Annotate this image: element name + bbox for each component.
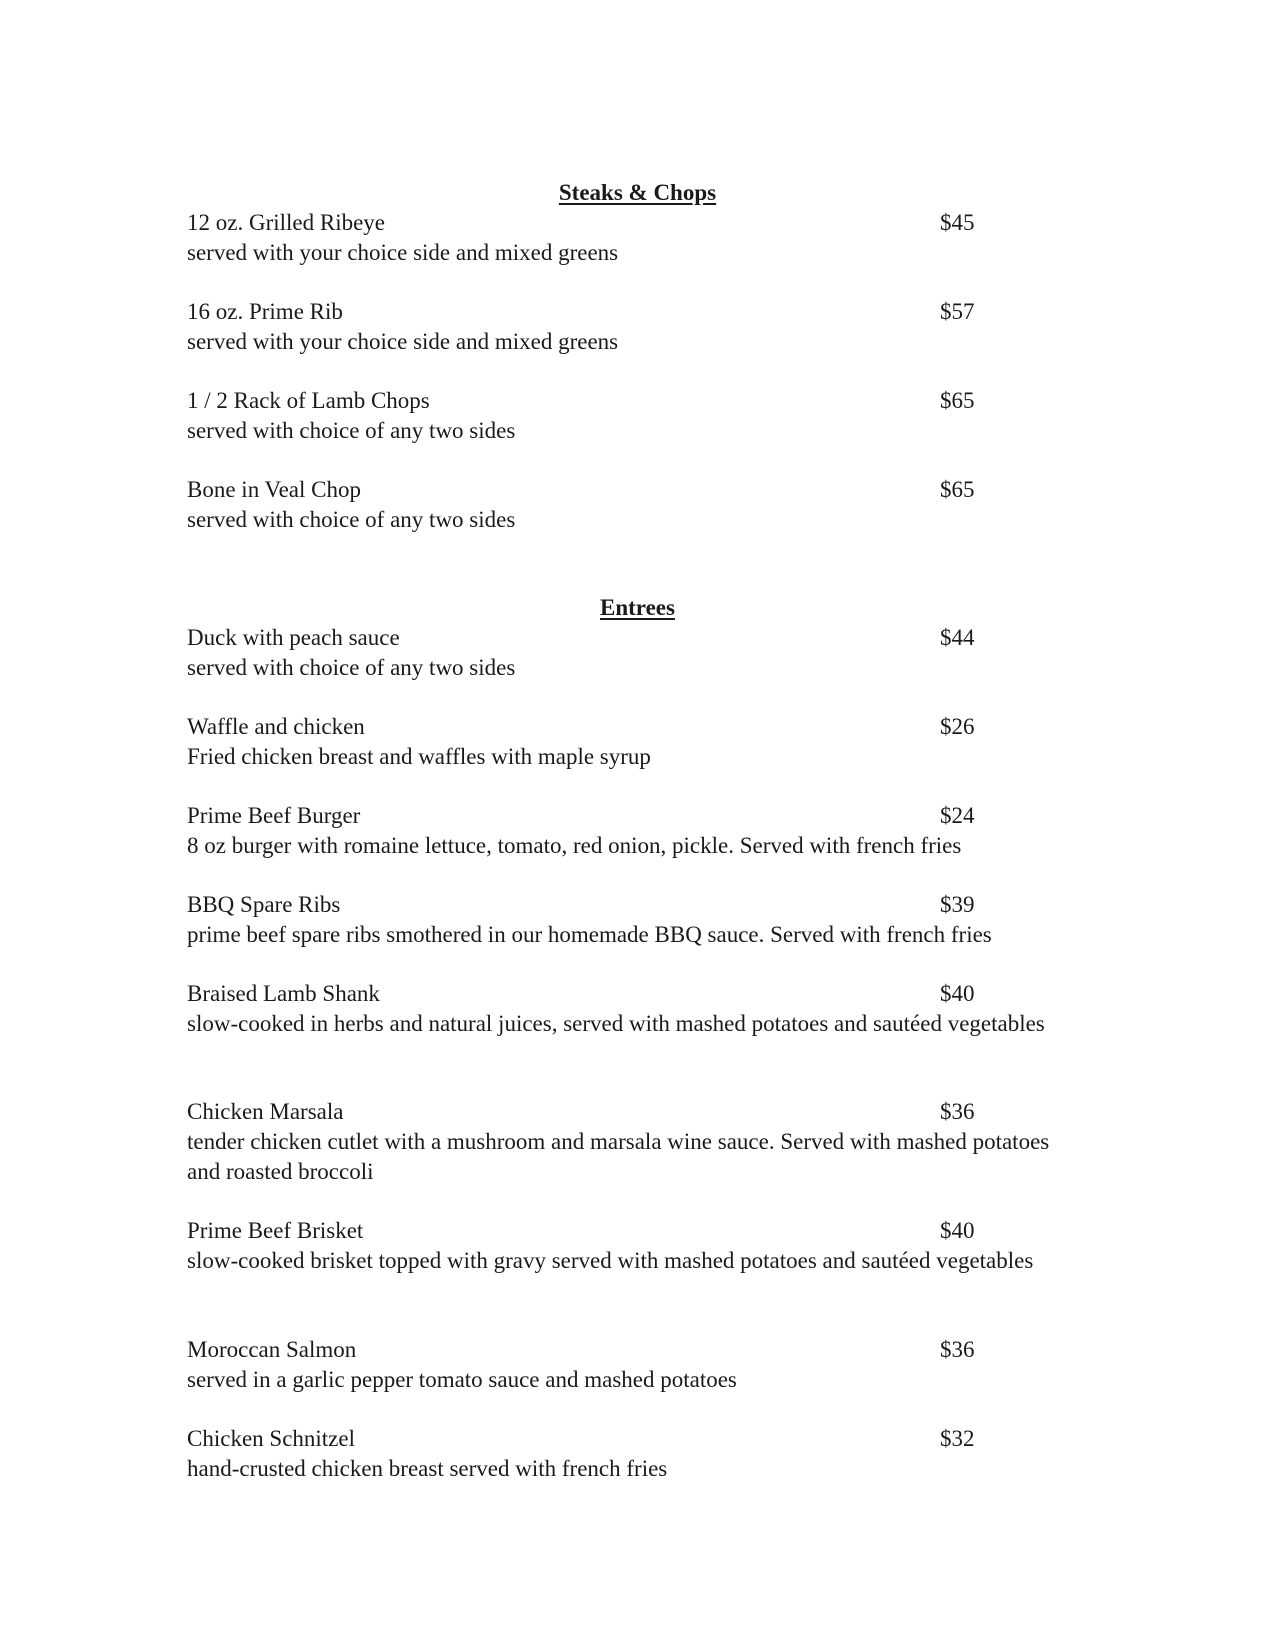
menu-item-description: 8 oz burger with romaine lettuce, tomato, red onion, pickle. Served with french fries <box>187 833 962 858</box>
menu-item-price: $39 <box>940 892 975 917</box>
menu-item-price: $65 <box>940 388 975 413</box>
menu-item-price: $36 <box>940 1337 975 1362</box>
menu-item-description: served with your choice side and mixed greens <box>187 329 619 354</box>
menu-item-description: prime beef spare ribs smothered in our homemade BBQ sauce. Served with french fries <box>187 922 992 947</box>
menu-item-burger <box>187 801 1087 861</box>
menu-item-description: served in a garlic pepper tomato sauce and mashed potatoes <box>187 1367 737 1392</box>
menu-item-schnitzel <box>187 1424 1087 1484</box>
menu-item-price: $44 <box>940 625 975 650</box>
menu-item-price: $36 <box>940 1099 975 1124</box>
menu-item-name: Chicken Marsala <box>187 1099 344 1124</box>
menu-item-lamb-shank <box>187 979 1087 1039</box>
menu-item-price: $26 <box>940 714 975 739</box>
menu-item-name: 12 oz. Grilled Ribeye <box>187 210 386 235</box>
menu-item-price: $24 <box>940 803 975 828</box>
menu-item-description: served with choice of any two sides <box>187 418 516 443</box>
menu-item-name: Waffle and chicken <box>187 714 365 739</box>
menu-item-price: $45 <box>940 210 975 235</box>
menu-item-description: served with choice of any two sides <box>187 655 516 680</box>
menu-item-chicken-marsala <box>187 1097 1087 1187</box>
menu-item-prime-rib <box>187 297 1087 357</box>
menu-item-name: Duck with peach sauce <box>187 625 400 650</box>
menu-item-waffle-chicken <box>187 712 1087 772</box>
menu-item-name: 16 oz. Prime Rib <box>187 299 343 324</box>
menu-item-brisket <box>187 1216 1087 1276</box>
menu-item-name: 1 / 2 Rack of Lamb Chops <box>187 388 430 413</box>
menu-item-name: Prime Beef Burger <box>187 803 361 828</box>
menu-item-veal-chop <box>187 475 1087 535</box>
menu-item-name: Braised Lamb Shank <box>187 981 380 1006</box>
menu-item-ribeye <box>187 208 1087 268</box>
menu-item-salmon <box>187 1335 1087 1395</box>
menu-item-description: slow-cooked brisket topped with gravy served with mashed potatoes and sautéed vegetables <box>187 1248 1034 1273</box>
menu-item-name: Chicken Schnitzel <box>187 1426 355 1451</box>
menu-item-description: Fried chicken breast and waffles with maple syrup <box>187 744 651 769</box>
section-title-entrees: Entrees <box>600 595 675 620</box>
menu-item-name: BBQ Spare Ribs <box>187 892 341 917</box>
menu-item-price: $40 <box>940 1218 975 1243</box>
menu-item-name: Bone in Veal Chop <box>187 477 361 502</box>
section-title-steaks-chops: Steaks & Chops <box>558 180 717 205</box>
menu-item-description: tender chicken cutlet with a mushroom and marsala wine sauce. Served with mashed potatoes and roasted broccoli <box>187 1129 1050 1184</box>
menu-item-description: hand-crusted chicken breast served with french fries <box>187 1456 668 1481</box>
menu-item-name: Prime Beef Brisket <box>187 1218 364 1243</box>
menu-item-duck <box>187 623 1087 683</box>
menu-item-description: slow-cooked in herbs and natural juices, served with mashed potatoes and sautéed vegetables <box>187 1011 1045 1036</box>
menu-item-description: served with choice of any two sides <box>187 507 516 532</box>
menu-item-price: $65 <box>940 477 975 502</box>
menu-item-price: $40 <box>940 981 975 1006</box>
menu-item-price: $32 <box>940 1426 975 1451</box>
menu-item-lamb-chops <box>187 386 1087 446</box>
menu-item-description: served with your choice side and mixed greens <box>187 240 619 265</box>
menu-item-price: $57 <box>940 299 975 324</box>
menu-item-spare-ribs <box>187 890 1087 950</box>
menu-item-name: Moroccan Salmon <box>187 1337 357 1362</box>
